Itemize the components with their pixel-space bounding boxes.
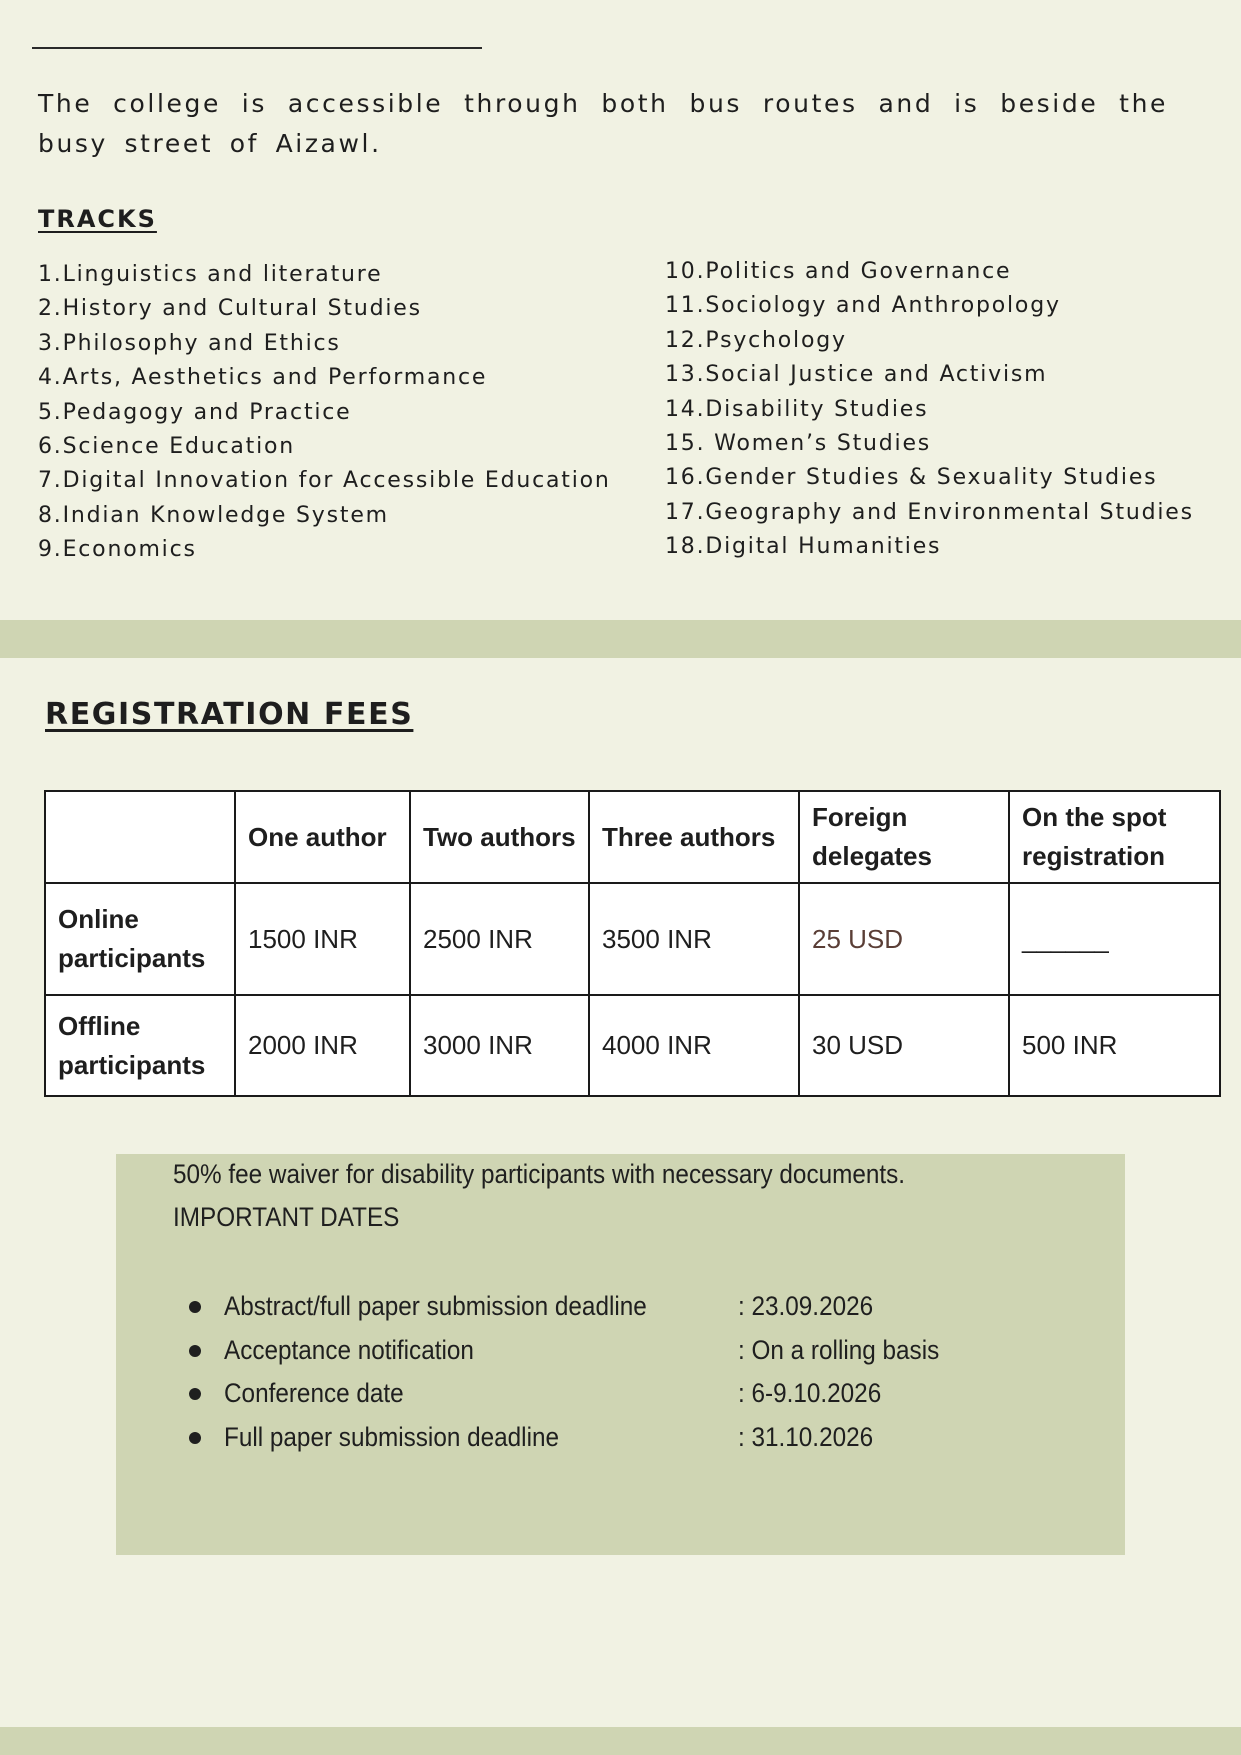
important-dates-heading: IMPORTANT DATES [173, 1202, 400, 1232]
table-header-row [45, 791, 1220, 883]
tracks-heading: TRACKS [38, 205, 157, 233]
intro-paragraph: The college is accessible through both bus routes and is beside the busy street of Aizawl. [38, 89, 1168, 158]
row-label: Offline participants [45, 995, 235, 1096]
track-item: 17.Geography and Environmental Studies [665, 499, 1194, 525]
list-item [116, 1372, 1125, 1416]
table-row [45, 995, 1220, 1096]
registration-fees-table [44, 790, 1221, 1097]
fee-cell: 2500 INR [410, 883, 589, 995]
bullet-icon [189, 1432, 201, 1444]
track-item: 3.Philosophy and Ethics [38, 330, 341, 356]
fee-cell: 30 USD [799, 995, 1009, 1096]
header-cell: On the spot registration [1009, 791, 1220, 883]
date-label: Acceptance notification [224, 1334, 474, 1365]
track-item: 18.Digital Humanities [665, 534, 942, 560]
fee-cell: 1500 INR [235, 883, 410, 995]
track-item: 12.Psychology [665, 327, 847, 353]
track-item: 16.Gender Studies & Sexuality Studies [665, 465, 1158, 491]
track-item: 5.Pedagogy and Practice [38, 399, 352, 425]
track-item: 11.Sociology and Anthropology [665, 293, 1061, 319]
track-item: 13.Social Justice and Activism [665, 362, 1048, 388]
top-divider-line [32, 47, 482, 49]
bullet-icon [189, 1388, 201, 1400]
track-item: 6.Science Education [38, 434, 295, 460]
fee-cell: 2000 INR [235, 995, 410, 1096]
track-item: 9.Economics [38, 537, 197, 563]
date-value: : 6-9.10.2026 [738, 1378, 882, 1409]
date-value: : 23.09.2026 [738, 1291, 874, 1321]
track-list-left [38, 258, 611, 568]
footer-band [0, 1727, 1241, 1755]
date-label: Conference date [224, 1378, 404, 1409]
date-value: : 31.10.2026 [738, 1422, 874, 1453]
fee-cell: 25 USD [799, 883, 1009, 995]
track-item: 2.History and Cultural Studies [38, 296, 422, 322]
row-label: Online participants [45, 883, 235, 995]
date-label: Abstract/full paper submission deadline [224, 1291, 647, 1321]
header-cell-empty [45, 791, 235, 883]
registration-fees-heading: REGISTRATION FEES [45, 697, 414, 732]
fee-cell: 3500 INR [589, 883, 799, 995]
bullet-icon [189, 1301, 201, 1313]
date-label: Full paper submission deadline [224, 1422, 559, 1453]
bullet-icon [189, 1345, 201, 1357]
track-item: 14.Disability Studies [665, 396, 929, 422]
section-divider-band [0, 620, 1241, 658]
important-dates-list [116, 1285, 1125, 1460]
fee-cell: 4000 INR [589, 995, 799, 1096]
fee-cell: 500 INR [1009, 995, 1220, 1096]
list-item [116, 1329, 1125, 1373]
header-cell: Two authors [410, 791, 589, 883]
list-item [116, 1285, 1125, 1329]
header-cell: Three authors [589, 791, 799, 883]
fee-waiver-note: 50% fee waiver for disability participants with necessary documents. [173, 1159, 906, 1189]
track-item: 1.Linguistics and literature [38, 262, 383, 287]
date-value: : On a rolling basis [738, 1334, 940, 1365]
important-dates-box [116, 1154, 1125, 1555]
track-list-right [665, 255, 1194, 565]
fee-cell: 3000 INR [410, 995, 589, 1096]
header-cell: One author [235, 791, 410, 883]
header-cell: Foreign delegates [799, 791, 1009, 883]
track-item: 8.Indian Knowledge System [38, 502, 389, 528]
track-item: 15. Women’s Studies [665, 431, 932, 457]
track-item: 7.Digital Innovation for Accessible Education [38, 468, 611, 494]
track-item: 10.Politics and Governance [665, 259, 1012, 284]
fee-cell: ______ [1009, 883, 1220, 995]
table-row [45, 883, 1220, 995]
track-item: 4.Arts, Aesthetics and Performance [38, 365, 488, 391]
list-item [116, 1416, 1125, 1460]
